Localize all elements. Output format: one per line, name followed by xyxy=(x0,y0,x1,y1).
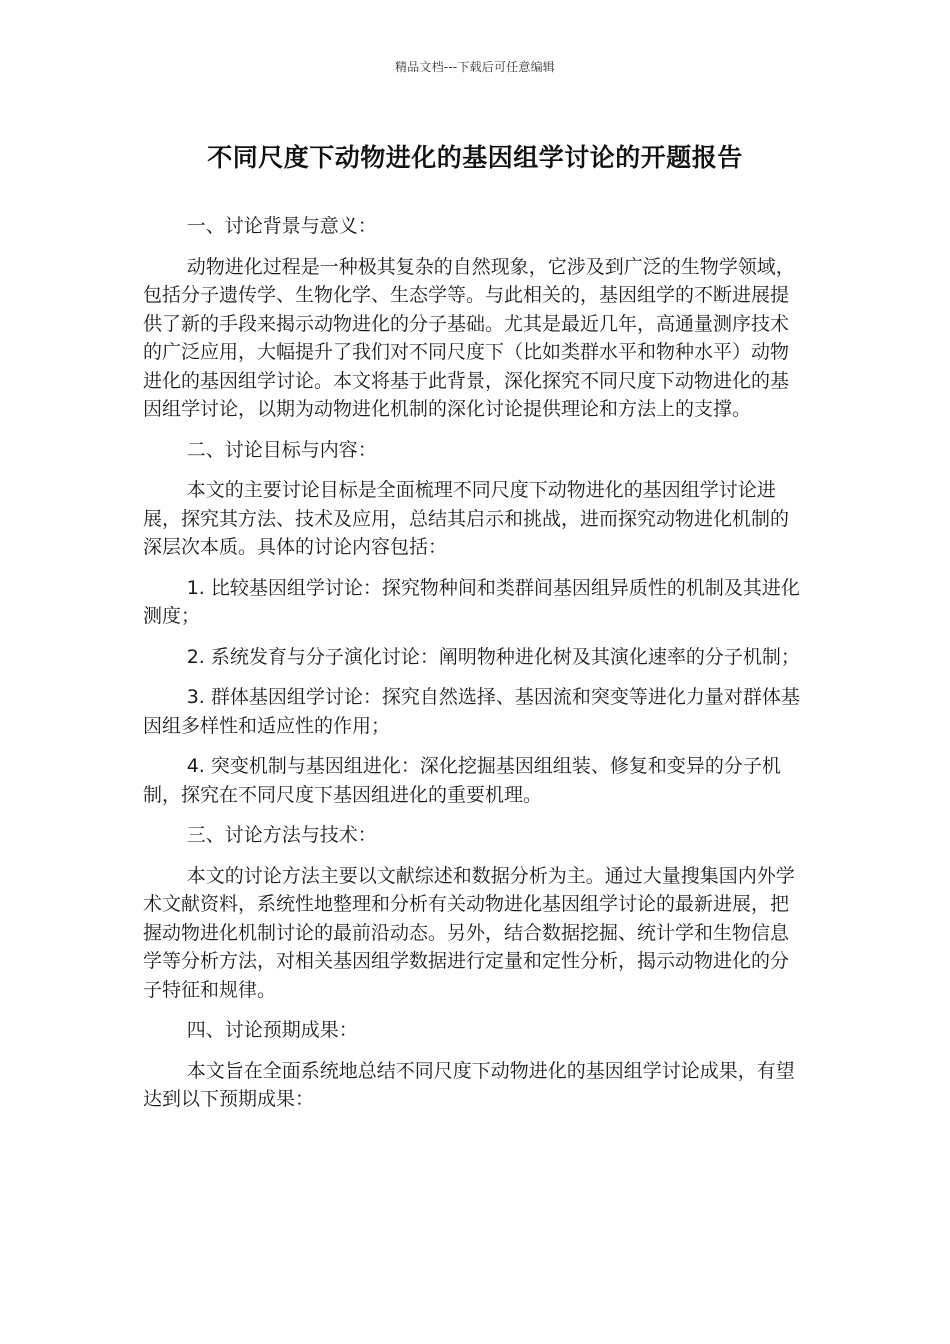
list-item-mutation-mechanism: 4. 突变机制与基因组进化：深化挖掘基因组组装、修复和变异的分子机制，探究在不同尺度下基因组进化的重要机理。 xyxy=(143,755,781,806)
list-item-comparative-genomics: 1. 比较基因组学讨论：探究物种间和类群间基因组异质性的机制及其进化测度； xyxy=(143,576,800,627)
list-item-population-genomics: 3. 群体基因组学讨论：探究自然选择、基因流和突变等进化力量对群体基因组多样性和适应性的作用； xyxy=(143,686,800,737)
section-heading-goals: 二、讨论目标与内容： xyxy=(186,438,377,461)
section-heading-background: 一、讨论背景与意义： xyxy=(186,215,377,237)
section-heading-expected-results: 四、讨论预期成果： xyxy=(186,1019,358,1041)
paragraph-background: 动物进化过程是一种极其复杂的自然现象，它涉及到广泛的生物学领域，包括分子遗传学、生物化学、生态学等。与此相关的，基因组学的不断进展提供了新的手段来揭示动物进化的分子基础。尤其是最近几年，高通量测序技术的广泛应用，大幅提升了我们对不同尺度下（比如类群水平和物种水平）动物进化的基因组学讨论。本文将基于此背景，深化探究不同尺度下动物进化的基因组学讨论，以期为动物进化机制的深化讨论提供理论和方法上的支撑。 xyxy=(143,255,795,420)
paragraph-goals: 本文的主要讨论目标是全面梳理不同尺度下动物进化的基因组学讨论进展，探究其方法、技术及应用，总结其启示和挑战，进而探究动物进化机制的深层次本质。具体的讨论内容包括： xyxy=(143,479,790,558)
paragraph-expected-results: 本文旨在全面系统地总结不同尺度下动物进化的基因组学讨论成果，有望达到以下预期成果： xyxy=(143,1059,795,1110)
paragraph-methods: 本文的讨论方法主要以文献综述和数据分析为主。通过大量搜集国内外学术文献资料，系统性地整理和分析有关动物进化基因组学讨论的最新进展，把握动物进化机制讨论的最前沿动态。另外，结合数据挖掘、统计学和生物信息学等分析方法，对相关基因组学数据进行定量和定性分析，揭示动物进化的分子特征和规律。 xyxy=(143,864,795,1001)
header-note: 精品文档---下载后可任意编辑 xyxy=(395,60,555,74)
list-item-phylogeny: 2. 系统发育与分子演化讨论：阐明物种进化树及其演化速率的分子机制； xyxy=(186,645,800,668)
document-title: 不同尺度下动物进化的基因组学讨论的开题报告 xyxy=(207,143,743,172)
document-body xyxy=(143,212,803,1126)
section-heading-methods: 三、讨论方法与技术： xyxy=(186,824,377,846)
